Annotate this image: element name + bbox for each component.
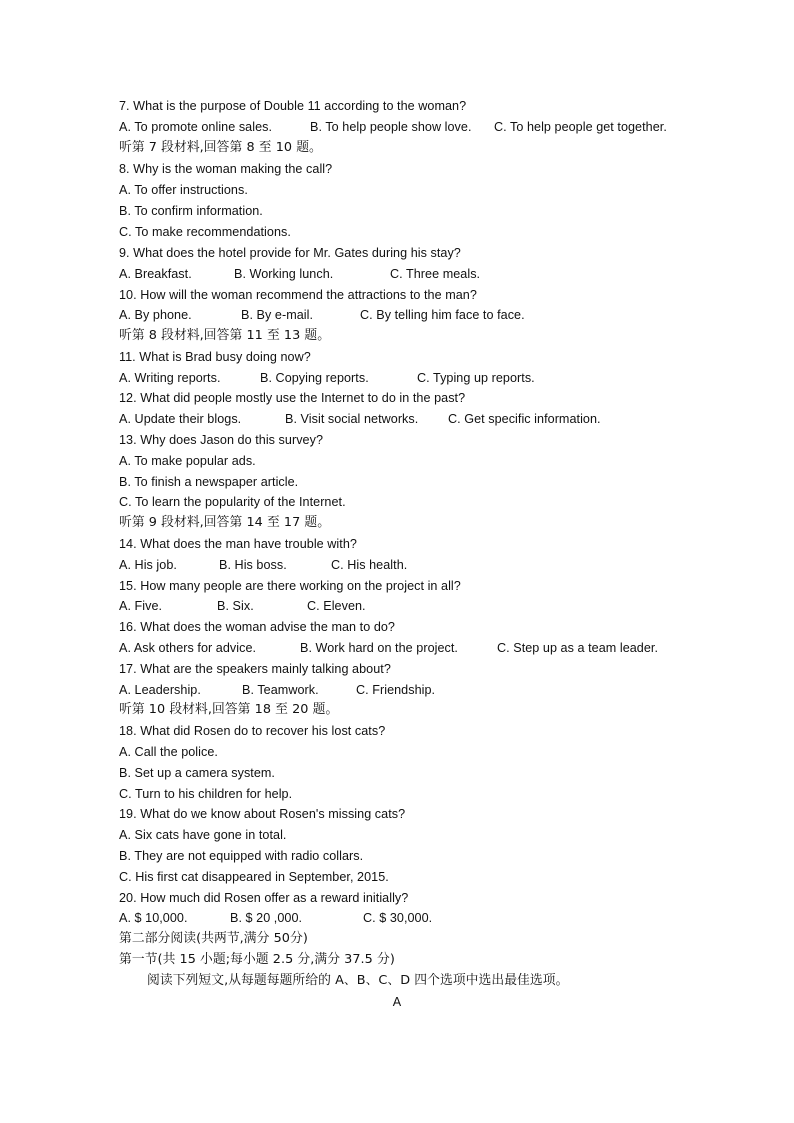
question-13-stem: 13. Why does Jason do this survey? [119,433,324,447]
question-11-options [119,368,549,388]
part-2-title: 第二部分阅读(共两节,满分 50分) [119,931,308,946]
section-10-heading: 听第 10 段材料,回答第 18 至 20 题。 [119,702,339,717]
question-15-options [119,596,419,616]
question-10-option-a: A. By phone. [119,308,192,322]
question-12-option-c: C. Get specific information. [448,412,601,426]
reading-instruction: 阅读下列短文,从每题每题所给的 A、B、C、D 四个选项中选出最佳选项。 [147,973,569,988]
question-14-option-a: A. His job. [119,558,177,572]
question-7-option-b: B. To help people show love. [310,120,472,134]
question-17-option-a: A. Leadership. [119,683,201,697]
question-10-stem: 10. How will the woman recommend the attractions to the man? [119,288,477,302]
question-20-options [119,908,449,928]
question-20-stem: 20. How much did Rosen offer as a reward initially? [119,891,409,905]
question-9-option-a: A. Breakfast. [119,267,192,281]
question-20-option-a: A. $ 10,000. [119,911,188,925]
section-7-heading: 听第 7 段材料,回答第 8 至 10 题。 [119,140,322,155]
question-17-option-c: C. Friendship. [356,683,436,697]
question-9-options [119,264,519,284]
question-10-options [119,305,539,325]
question-18-stem: 18. What did Rosen do to recover his lost cats? [119,724,386,738]
question-14-stem: 14. What does the man have trouble with? [119,537,357,551]
question-7-option-c: C. To help people get together. [494,120,667,134]
question-8-option-b: B. To confirm information. [119,204,263,218]
section-9-heading: 听第 9 段材料,回答第 14 至 17 题。 [119,515,331,530]
question-19-stem: 19. What do we know about Rosen's missing cats? [119,807,406,821]
question-7-options [119,117,679,137]
question-13-option-c: C. To learn the popularity of the Internet. [119,495,346,509]
question-17-option-b: B. Teamwork. [242,683,319,697]
question-15-option-c: C. Eleven. [307,599,366,613]
question-14-option-b: B. His boss. [219,558,287,572]
question-11-option-b: B. Copying reports. [260,371,369,385]
question-15-option-a: A. Five. [119,599,163,613]
question-7-stem: 7. What is the purpose of Double 11 according to the woman? [119,99,467,113]
question-16-options [119,638,669,658]
question-11-option-a: A. Writing reports. [119,371,221,385]
passage-label: A [392,995,402,1009]
question-8-stem: 8. Why is the woman making the call? [119,162,333,176]
question-12-option-b: B. Visit social networks. [285,412,419,426]
question-9-stem: 9. What does the hotel provide for Mr. Gates during his stay? [119,246,461,260]
question-18-option-a: A. Call the police. [119,745,218,759]
question-15-stem: 15. How many people are there working on the project in all? [119,579,461,593]
question-16-option-c: C. Step up as a team leader. [497,641,659,655]
question-16-option-b: B. Work hard on the project. [300,641,458,655]
section-8-heading: 听第 8 段材料,回答第 11 至 13 题。 [119,328,331,343]
question-10-option-c: C. By telling him face to face. [360,308,525,322]
question-9-option-c: C. Three meals. [390,267,481,281]
part-2-section-1-title: 第一节(共 15 小题;每小题 2.5 分,满分 37.5 分) [119,952,395,967]
question-20-option-b: B. $ 20 ,000. [230,911,303,925]
question-19-option-b: B. They are not equipped with radio collars. [119,849,364,863]
question-7-option-a: A. To promote online sales. [119,120,273,134]
question-9-option-b: B. Working lunch. [234,267,334,281]
question-11-option-c: C. Typing up reports. [417,371,535,385]
question-8-option-a: A. To offer instructions. [119,183,248,197]
question-8-option-c: C. To make recommendations. [119,225,291,239]
question-17-options [119,680,449,700]
question-18-option-b: B. Set up a camera system. [119,766,275,780]
question-20-option-c: C. $ 30,000. [363,911,433,925]
question-13-option-b: B. To finish a newspaper article. [119,475,299,489]
question-12-option-a: A. Update their blogs. [119,412,242,426]
question-10-option-b: B. By e-mail. [241,308,314,322]
question-16-stem: 16. What does the woman advise the man to do? [119,620,395,634]
question-16-option-a: A. Ask others for advice. [119,641,257,655]
question-12-stem: 12. What did people mostly use the Internet to do in the past? [119,391,466,405]
question-18-option-c: C. Turn to his children for help. [119,787,293,801]
question-13-option-a: A. To make popular ads. [119,454,256,468]
question-17-stem: 17. What are the speakers mainly talking about? [119,662,391,676]
question-19-option-a: A. Six cats have gone in total. [119,828,287,842]
question-14-option-c: C. His health. [331,558,408,572]
question-14-options [119,555,439,575]
question-12-options [119,409,619,429]
question-15-option-b: B. Six. [217,599,254,613]
question-19-option-c: C. His first cat disappeared in September, 2015. [119,870,389,884]
question-11-stem: 11. What is Brad busy doing now? [119,350,311,364]
